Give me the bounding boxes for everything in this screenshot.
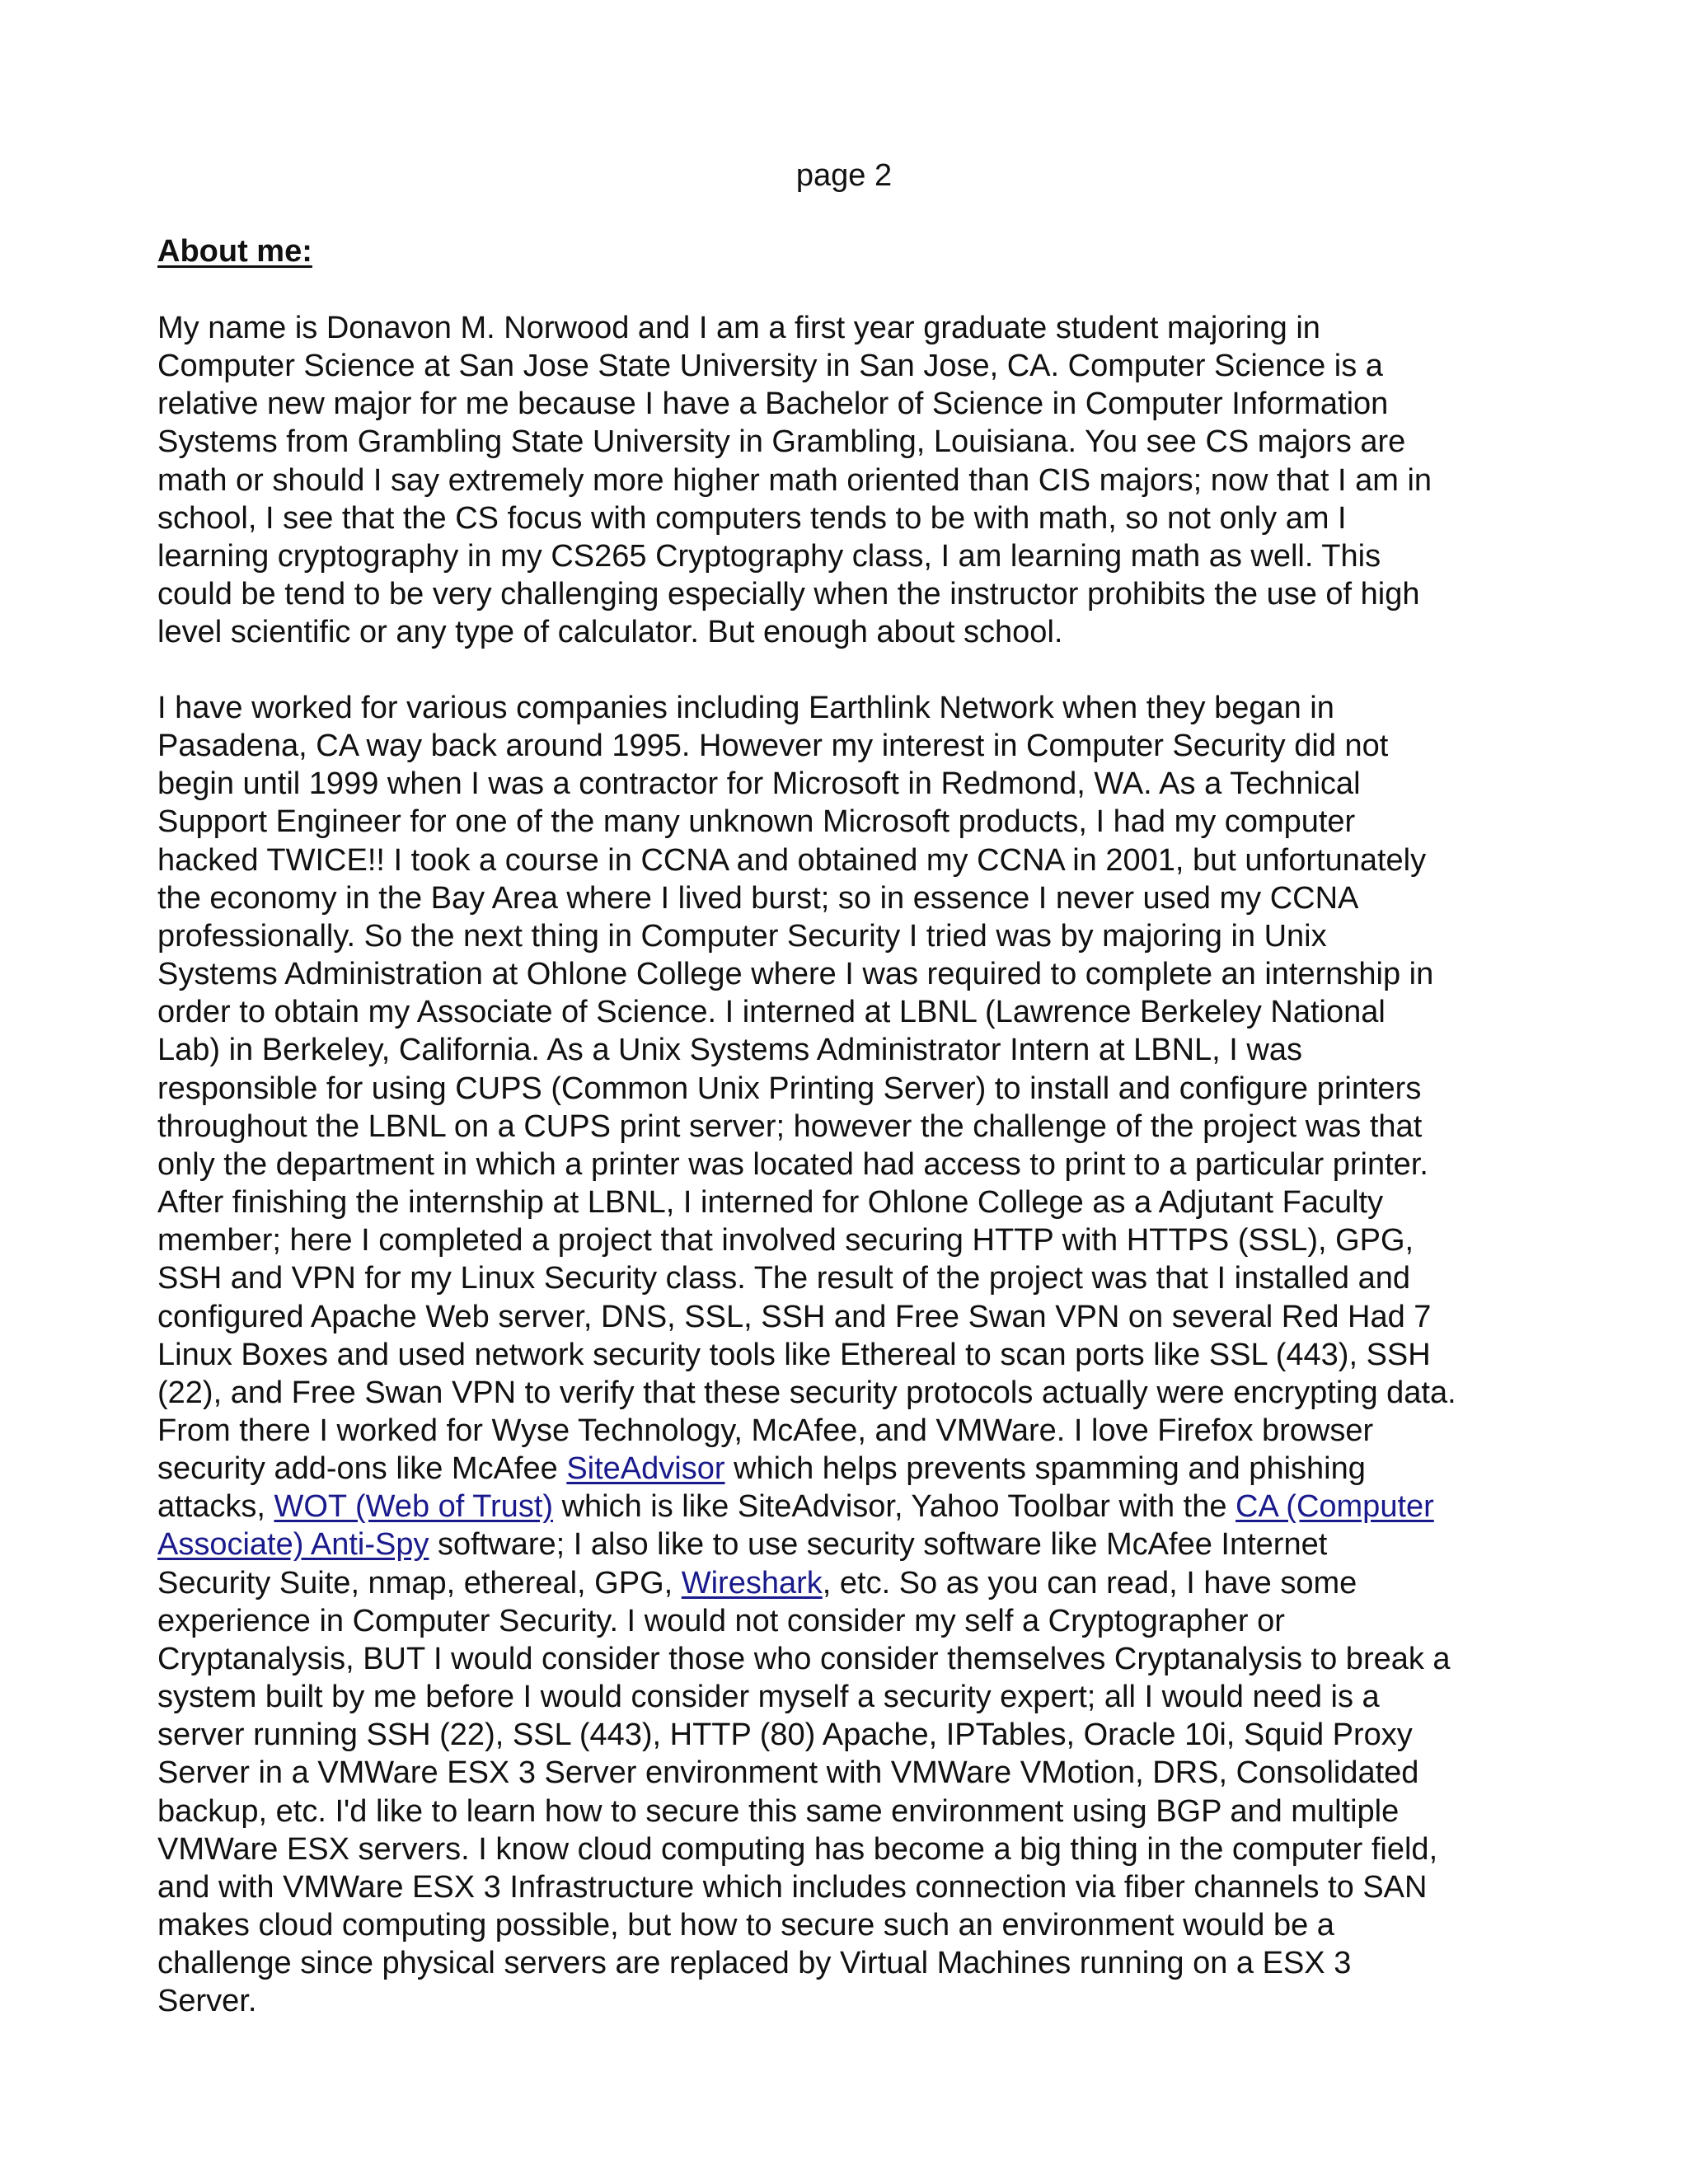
text-line-with-link (157, 1450, 1559, 1488)
text-line: responsible for using CUPS (Common Unix Printing Server) to install and configure printers (157, 1071, 1422, 1106)
wot-link[interactable]: WOT (Web of Trust) (274, 1489, 554, 1525)
text-line-with-link (157, 1488, 1559, 1526)
text-fragment: Security Suite, nmap, ethereal, GPG, (157, 1565, 682, 1601)
text-line: challenge since physical servers are replaced by Virtual Machines running on a ESX 3 (157, 1946, 1352, 1981)
wireshark-link[interactable]: Wireshark (681, 1565, 823, 1601)
text-line: relative new major for me because I have a Bachelor of Science in Computer Information (157, 387, 1389, 422)
text-line: order to obtain my Associate of Science. I interned at LBNL (Lawrence Berkeley National (157, 995, 1386, 1030)
text-line: After finishing the internship at LBNL, I interned for Ohlone College as a Adjutant Faculty (157, 1185, 1384, 1221)
text-fragment: which is like SiteAdvisor, Yahoo Toolbar with the (553, 1489, 1236, 1525)
text-line: throughout the LBNL on a CUPS print server; however the challenge of the project was that (157, 1108, 1423, 1144)
text-line: (22), and Free Swan VPN to verify that these security protocols actually were encrypting data. (157, 1375, 1456, 1410)
text-fragment: security add-ons like McAfee (157, 1451, 567, 1487)
text-fragment: software; I also like to use security software like McAfee Internet (429, 1527, 1328, 1563)
text-line: My name is Donavon M. Norwood and I am a first year graduate student majoring in (157, 311, 1320, 345)
text-line: system built by me before I would consider myself a security expert; all I would need is a (157, 1680, 1380, 1715)
text-line: Systems Administration at Ohlone College where I was required to complete an internship in (157, 957, 1434, 992)
text-line: the economy in the Bay Area where I lived burst; so in essence I never used my CCNA (157, 880, 1359, 916)
text-line: SSH and VPN for my Linux Security class. The result of the project was that I installed and (157, 1261, 1411, 1296)
text-line: Support Engineer for one of the many unknown Microsoft products, I had my computer (157, 804, 1356, 840)
text-line-with-link (157, 1526, 1559, 1563)
text-line: professionally. So the next thing in Computer Security I tried was by majoring in Unix (157, 918, 1327, 954)
text-line: backup, etc. I'd like to learn how to secure this same environment using BGP and multiple (157, 1793, 1400, 1829)
section-heading: About me: (157, 234, 312, 269)
text-line: Computer Science at San Jose State University in San Jose, CA. Computer Science is a (157, 349, 1383, 384)
ca-anti-spy-link[interactable]: CA (Computer (1236, 1489, 1434, 1525)
text-line: learning cryptography in my CS265 Cryptography class, I am learning math as well. This (157, 538, 1381, 574)
text-line: member; here I completed a project that involved securing HTTP with HTTPS (SSL), GPG, (157, 1223, 1414, 1258)
text-line: Systems from Grambling State University in Grambling, Louisiana. You see CS majors are (157, 424, 1406, 460)
text-line: and with VMWare ESX 3 Infrastructure which includes connection via fiber channels to SAN (157, 1869, 1428, 1905)
text-line: Cryptanalysis, BUT I would consider those who consider themselves Cryptanalysis to break a (157, 1641, 1451, 1676)
text-line: school, I see that the CS focus with computers tends to be with math, so not only am I (157, 500, 1347, 536)
text-line: Pasadena, CA way back around 1995. However my interest in Computer Security did not (157, 729, 1389, 764)
text-line: From there I worked for Wyse Technology, McAfee, and VMWare. I love Firefox browser (157, 1413, 1374, 1448)
text-line: I have worked for various companies including Earthlink Network when they began in (157, 691, 1334, 725)
text-fragment: , etc. So as you can read, I have some (822, 1565, 1357, 1601)
text-line: server running SSH (22), SSL (443), HTTP (80) Apache, IPTables, Oracle 10i, Squid Proxy (157, 1718, 1413, 1753)
text-line: VMWare ESX servers. I know cloud computing has become a big thing in the computer field, (157, 1831, 1438, 1867)
page-number: page 2 (795, 158, 893, 193)
text-line: makes cloud computing possible, but how to secure such an environment would be a (157, 1908, 1334, 1943)
text-line: Lab) in Berkeley, California. As a Unix Systems Administrator Intern at LBNL, I was (157, 1033, 1302, 1068)
text-line: math or should I say extremely more higher math oriented than CIS majors; now that I am in (157, 462, 1432, 498)
ca-anti-spy-link-continued[interactable]: Associate) Anti-Spy (157, 1527, 429, 1563)
text-line: Server. (157, 1984, 257, 2019)
siteadvisor-link[interactable]: SiteAdvisor (566, 1451, 725, 1487)
text-line: could be tend to be very challenging especially when the instructor prohibits the use of high (157, 577, 1420, 612)
text-line-with-link (157, 1564, 1559, 1602)
text-line: experience in Computer Security. I would not consider my self a Cryptographer or (157, 1603, 1285, 1638)
text-fragment: which helps prevents spamming and phishing (724, 1451, 1366, 1487)
paragraph-work-experience (157, 689, 1559, 2020)
text-line: only the department in which a printer was located had access to print to a particular printer. (157, 1146, 1428, 1182)
text-line: level scientific or any type of calculator. But enough about school. (157, 615, 1063, 650)
text-line: Server in a VMWare ESX 3 Server environment with VMWare VMotion, DRS, Consolidated (157, 1755, 1419, 1791)
paragraph-school (157, 309, 1559, 651)
text-line: Linux Boxes and used network security tools like Ethereal to scan ports like SSL (443), SSH (157, 1337, 1431, 1372)
text-line: hacked TWICE!! I took a course in CCNA and obtained my CCNA in 2001, but unfortunately (157, 842, 1427, 878)
text-line: begin until 1999 when I was a contractor for Microsoft in Redmond, WA. As a Technical (157, 766, 1361, 802)
text-line: configured Apache Web server, DNS, SSL, SSH and Free Swan VPN on several Red Had 7 (157, 1299, 1432, 1334)
text-fragment: attacks, (157, 1489, 274, 1525)
